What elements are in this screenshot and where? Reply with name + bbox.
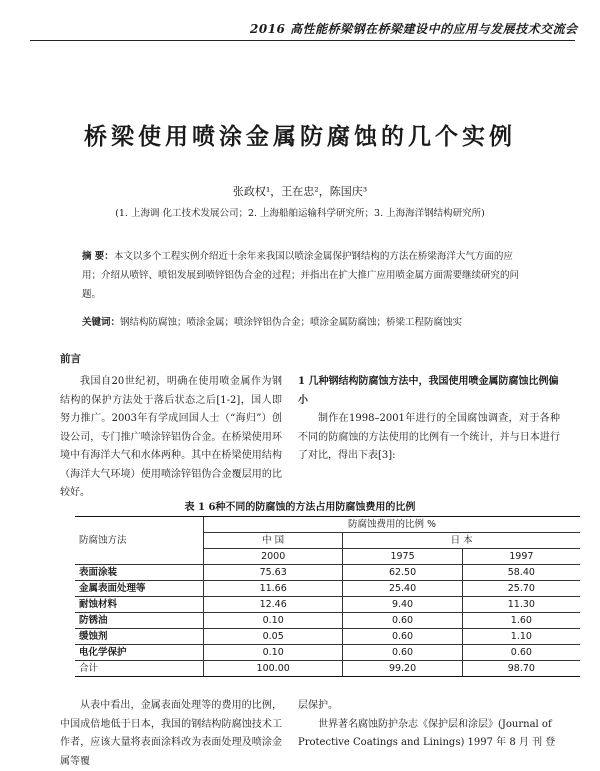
cell-japan-1997: 1.60 [462,613,580,629]
cell-japan-1975: 25.40 [343,581,462,597]
abstract [82,247,522,304]
cell-china-2000: 100.00 [204,661,343,677]
cell-china-2000: 0.05 [204,629,343,645]
cell-japan-1975: 0.60 [343,613,462,629]
section-1-paragraph: 制作在1998–2001年进行的全国腐蚀调查，对于各种不同的防腐蚀的方法使用的比例有一个统计，并与日本进行了对比，得出下表[3]: [298,413,560,461]
abstract-text: 本文以多个工程实例介绍近十余年来我国以喷涂金属保护钢结构的方法在桥梁海洋大气方面的应用；介绍从喷锌、喷铝发展到喷锌铝伪合金的过程；并指出在扩大推广应用喷金属方面需要继续研究的问题。 [82,251,520,300]
table-caption: 表 1 6种不同的防腐蚀的方法占用防腐蚀费用的比例 [184,502,416,513]
cell-japan-1997: 11.30 [462,597,580,613]
header-year-china: 2000 [204,549,343,565]
row-method: 表面涂装 [75,565,204,581]
cell-japan-1997: 25.70 [462,581,580,597]
bottom-left-paragraph: 从表中看出，金属表面处理等的费用的比例，中国成倍地低于日本，我国的钢结构防腐蚀技术工作者，应该大量将表面涂料改为表面处理及喷涂金属等覆 [60,700,282,767]
header-rule [30,40,575,41]
header-year-japan-1997: 1997 [462,549,580,565]
header-ratio: 防腐蚀费用的比例 % [204,517,581,533]
abstract-label: 摘 要： [82,251,114,262]
row-method: 缓蚀剂 [75,629,204,645]
table-row [75,645,580,661]
running-head: 2016 高性能桥梁钢在桥梁建设中的应用与发展技术交流会 [250,22,578,36]
table-row [75,629,580,645]
cell-japan-1975: 0.60 [343,629,462,645]
section-1-heading: 1 几种钢结构防腐蚀方法中，我国使用喷金属防腐蚀比例偏小 [298,376,559,406]
row-method-total: 合计 [75,661,204,677]
header-japan: 日 本 [343,533,580,549]
table-row [75,581,580,597]
cell-china-2000: 75.63 [204,565,343,581]
cell-china-2000: 0.10 [204,645,343,661]
bottom-right-line-2: 世界著名腐蚀防护杂志《保护层和涂层》(Journal of Protective Coatings and Linings) 1997 年 8 月 刊 登 [298,718,556,748]
cell-japan-1997: 58.40 [462,565,580,581]
cell-japan-1997: 0.60 [462,645,580,661]
cell-china-2000: 11.66 [204,581,343,597]
row-method: 电化学保护 [75,645,204,661]
cell-china-2000: 12.46 [204,597,343,613]
table-total-row [75,661,580,677]
cell-japan-1975: 9.40 [343,597,462,613]
cell-japan-1997: 98.70 [462,661,580,677]
row-method: 耐蚀材料 [75,597,204,613]
row-method: 防锈油 [75,613,204,629]
section-1 [298,373,560,466]
affiliations: (1. 上海调 化工技术发展公司；2. 上海船舶运输科学研究所；3. 上海海洋钢结构研究所) [115,208,485,219]
header-china: 中 国 [204,533,343,549]
keywords-label: 关键词： [82,317,121,328]
cell-japan-1997: 1.10 [462,629,580,645]
table-row [75,565,580,581]
header-method: 防腐蚀方法 [75,517,204,565]
cell-china-2000: 0.10 [204,613,343,629]
keywords [82,314,532,328]
intro-paragraph: 我国自20世纪初，明确在使用喷金属作为钢结构的保护方法处于落后状态之后[1-2]，国人即努力推广。2003年有学成回国人士（“海归”）创设公司，专门推广喷涂锌铝伪合金。在桥梁使用环境中有海洋大气和水体两种。其中在桥梁使用结构（海洋大气环境）使用喷涂锌铝伪合金覆层用的比较好。 [60,376,282,498]
cell-japan-1975: 0.60 [343,645,462,661]
header-year-japan-1975: 1975 [343,549,462,565]
keywords-text: 钢结构防腐蚀；喷涂金属；喷涂锌铝伪合金；喷涂金属防腐蚀；桥梁工程防腐蚀实 [120,317,463,328]
bottom-right-paragraphs [298,697,560,753]
table-row [75,613,580,629]
bottom-right-line-1: 层保护。 [298,700,338,711]
article-title: 桥梁使用喷涂金属防腐蚀的几个实例 [84,123,516,150]
table-row [75,597,580,613]
corrosion-cost-table [75,516,580,677]
intro-heading: 前言 [60,353,81,365]
cell-japan-1975: 62.50 [343,565,462,581]
row-method: 金属表面处理等 [75,581,204,597]
cell-japan-1975: 99.20 [343,661,462,677]
author-list: 张政权¹，王在忠²，陈国庆³ [232,185,368,198]
